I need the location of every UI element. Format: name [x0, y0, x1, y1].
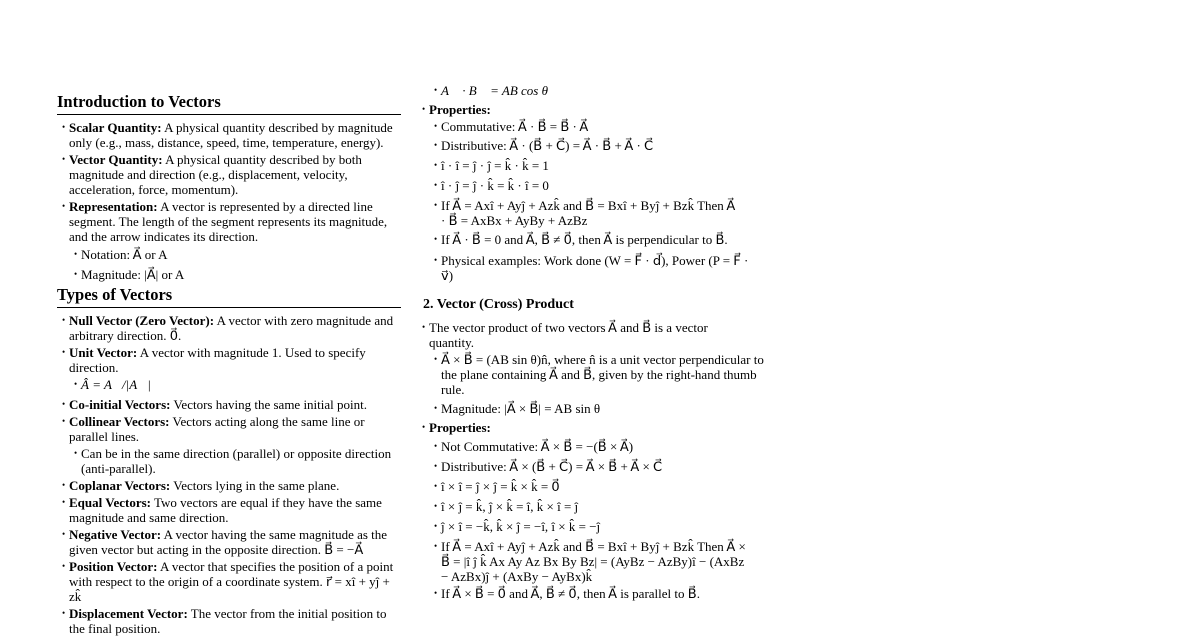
- list-item: • î × î = ĵ × ĵ = k̂ × k̂ = 0⃗: [429, 479, 768, 494]
- dot-definition: A⃗ · B⃗ = AB cos θ: [441, 83, 548, 98]
- list-item: • Can be in the same direction (parallel) or opposite direction (anti-parallel).: [69, 446, 401, 476]
- list-item: • î · î = ĵ · ĵ = k̂ · k̂ = 1: [429, 158, 768, 173]
- list-item: [69, 377, 401, 392]
- list-item: • Null Vector (Zero Vector): A vector with zero magnitude and arbitrary direction. 0⃗.: [57, 313, 401, 343]
- list-item: • Co-initial Vectors: Vectors having the same initial point.: [57, 397, 401, 412]
- list-item: [417, 102, 768, 117]
- list-item: • Not Commutative: A⃗ × B⃗ = −(B⃗ × A⃗): [429, 439, 768, 454]
- properties-label: Properties:: [429, 102, 491, 117]
- list-item: • If A⃗ = Axî + Ayĵ + Azk̂ and B⃗ = Bxî + Byĵ + Bzk̂ Then A⃗ × B⃗ = |î ĵ k̂ Ax Ay Az Bx By Bz| = (AyBz − AzBy)î − (AxBz − AzBx)ĵ + (AxBy − AyBx)k̂: [429, 539, 751, 584]
- list-item: • If A⃗ · B⃗ = 0 and A⃗, B⃗ ≠ 0⃗, then A⃗ is perpendicular to B⃗.: [429, 232, 768, 247]
- list-item: • Negative Vector: A vector having the same magnitude as the given vector but acting in the opposite direction. B⃗ = −A⃗: [57, 527, 401, 557]
- types-list: [57, 313, 401, 636]
- list-item: • Distributive: A⃗ × (B⃗ + C⃗) = A⃗ × B⃗ + A⃗ × C⃗: [429, 459, 768, 474]
- list-item: • Position Vector: A vector that specifies the position of a point with respect to the origin of a coordinate system. r⃗ = xî + yĵ + zk̂: [57, 559, 401, 604]
- section-title: Types of Vectors: [57, 286, 401, 308]
- list-item: • If A⃗ × B⃗ = 0⃗ and A⃗, B⃗ ≠ 0⃗, then A⃗ is parallel to B⃗.: [429, 586, 768, 601]
- list-item: • Distributive: A⃗ · (B⃗ + C⃗) = A⃗ · B⃗ + A⃗ · C⃗: [429, 138, 768, 153]
- list-item: [429, 83, 768, 98]
- list-item: • î · ĵ = ĵ · k̂ = k̂ · î = 0: [429, 178, 768, 193]
- list-item: • A⃗ × B⃗ = (AB sin θ)n̂, where n̂ is a unit vector perpendicular to the plane containing A⃗ and B⃗, given by the right-hand thumb rule.: [429, 352, 771, 397]
- list-item: • Equal Vectors: Two vectors are equal if they have the same magnitude and same direction.: [57, 495, 401, 525]
- list-item: • Commutative: A⃗ · B⃗ = B⃗ · A⃗: [429, 119, 768, 134]
- notation-text: Notation: A⃗ or A: [81, 247, 168, 262]
- intro-list: [57, 120, 401, 282]
- list-item: • Physical examples: Work done (W = F⃗ · d⃗), Power (P = F⃗ · v⃗): [429, 253, 761, 283]
- list-item: [69, 267, 401, 282]
- intro-section: [57, 93, 401, 284]
- list-item: • î × ĵ = k̂, ĵ × k̂ = î, k̂ × î = ĵ: [429, 499, 768, 514]
- list-item: • Representation: A vector is represented by a directed line segment. The length of the segment represents its magnitude, and the arrow indicates its direction.: [57, 199, 401, 244]
- list-item: • Displacement Vector: The vector from the initial position to the final position.: [57, 606, 401, 636]
- cross-product-list: [423, 320, 768, 603]
- types-section: [57, 286, 401, 638]
- dot-product-list: [423, 83, 768, 285]
- list-item: • Coplanar Vectors: Vectors lying in the same plane.: [57, 478, 401, 493]
- list-item: [69, 247, 401, 262]
- list-item: • Unit Vector: A vector with magnitude 1. Used to specify direction.: [57, 345, 401, 375]
- list-item: • ĵ × î = −k̂, k̂ × ĵ = −î, î × k̂ = −ĵ: [429, 519, 768, 534]
- list-item: • Vector Quantity: A physical quantity described by both magnitude and direction (e.g., displacement, velocity, acceleration, force, momentum).: [57, 152, 401, 197]
- list-item: • Scalar Quantity: A physical quantity described by magnitude only (e.g., mass, distance, speed, time, temperature, energy).: [57, 120, 401, 150]
- list-item: • The vector product of two vectors A⃗ and B⃗ is a vector quantity.: [417, 320, 729, 350]
- cross-product-title: 2. Vector (Cross) Product: [423, 297, 574, 312]
- properties-label: Properties:: [429, 420, 491, 435]
- list-item: • Magnitude: |A⃗ × B⃗| = AB sin θ: [429, 401, 768, 416]
- section-title: Introduction to Vectors: [57, 93, 401, 115]
- list-item: [417, 420, 768, 435]
- list-item: • Collinear Vectors: Vectors acting along the same line or parallel lines.: [57, 414, 401, 444]
- unit-formula: Â = A⃗/|A⃗|: [81, 377, 151, 392]
- magnitude-text: Magnitude: |A⃗| or A: [81, 267, 185, 282]
- list-item: • If A⃗ = Axî + Ayĵ + Azk̂ and B⃗ = Bxî + Byĵ + Bzk̂ Then A⃗ · B⃗ = AxBx + AyBy + AzBz: [429, 198, 741, 228]
